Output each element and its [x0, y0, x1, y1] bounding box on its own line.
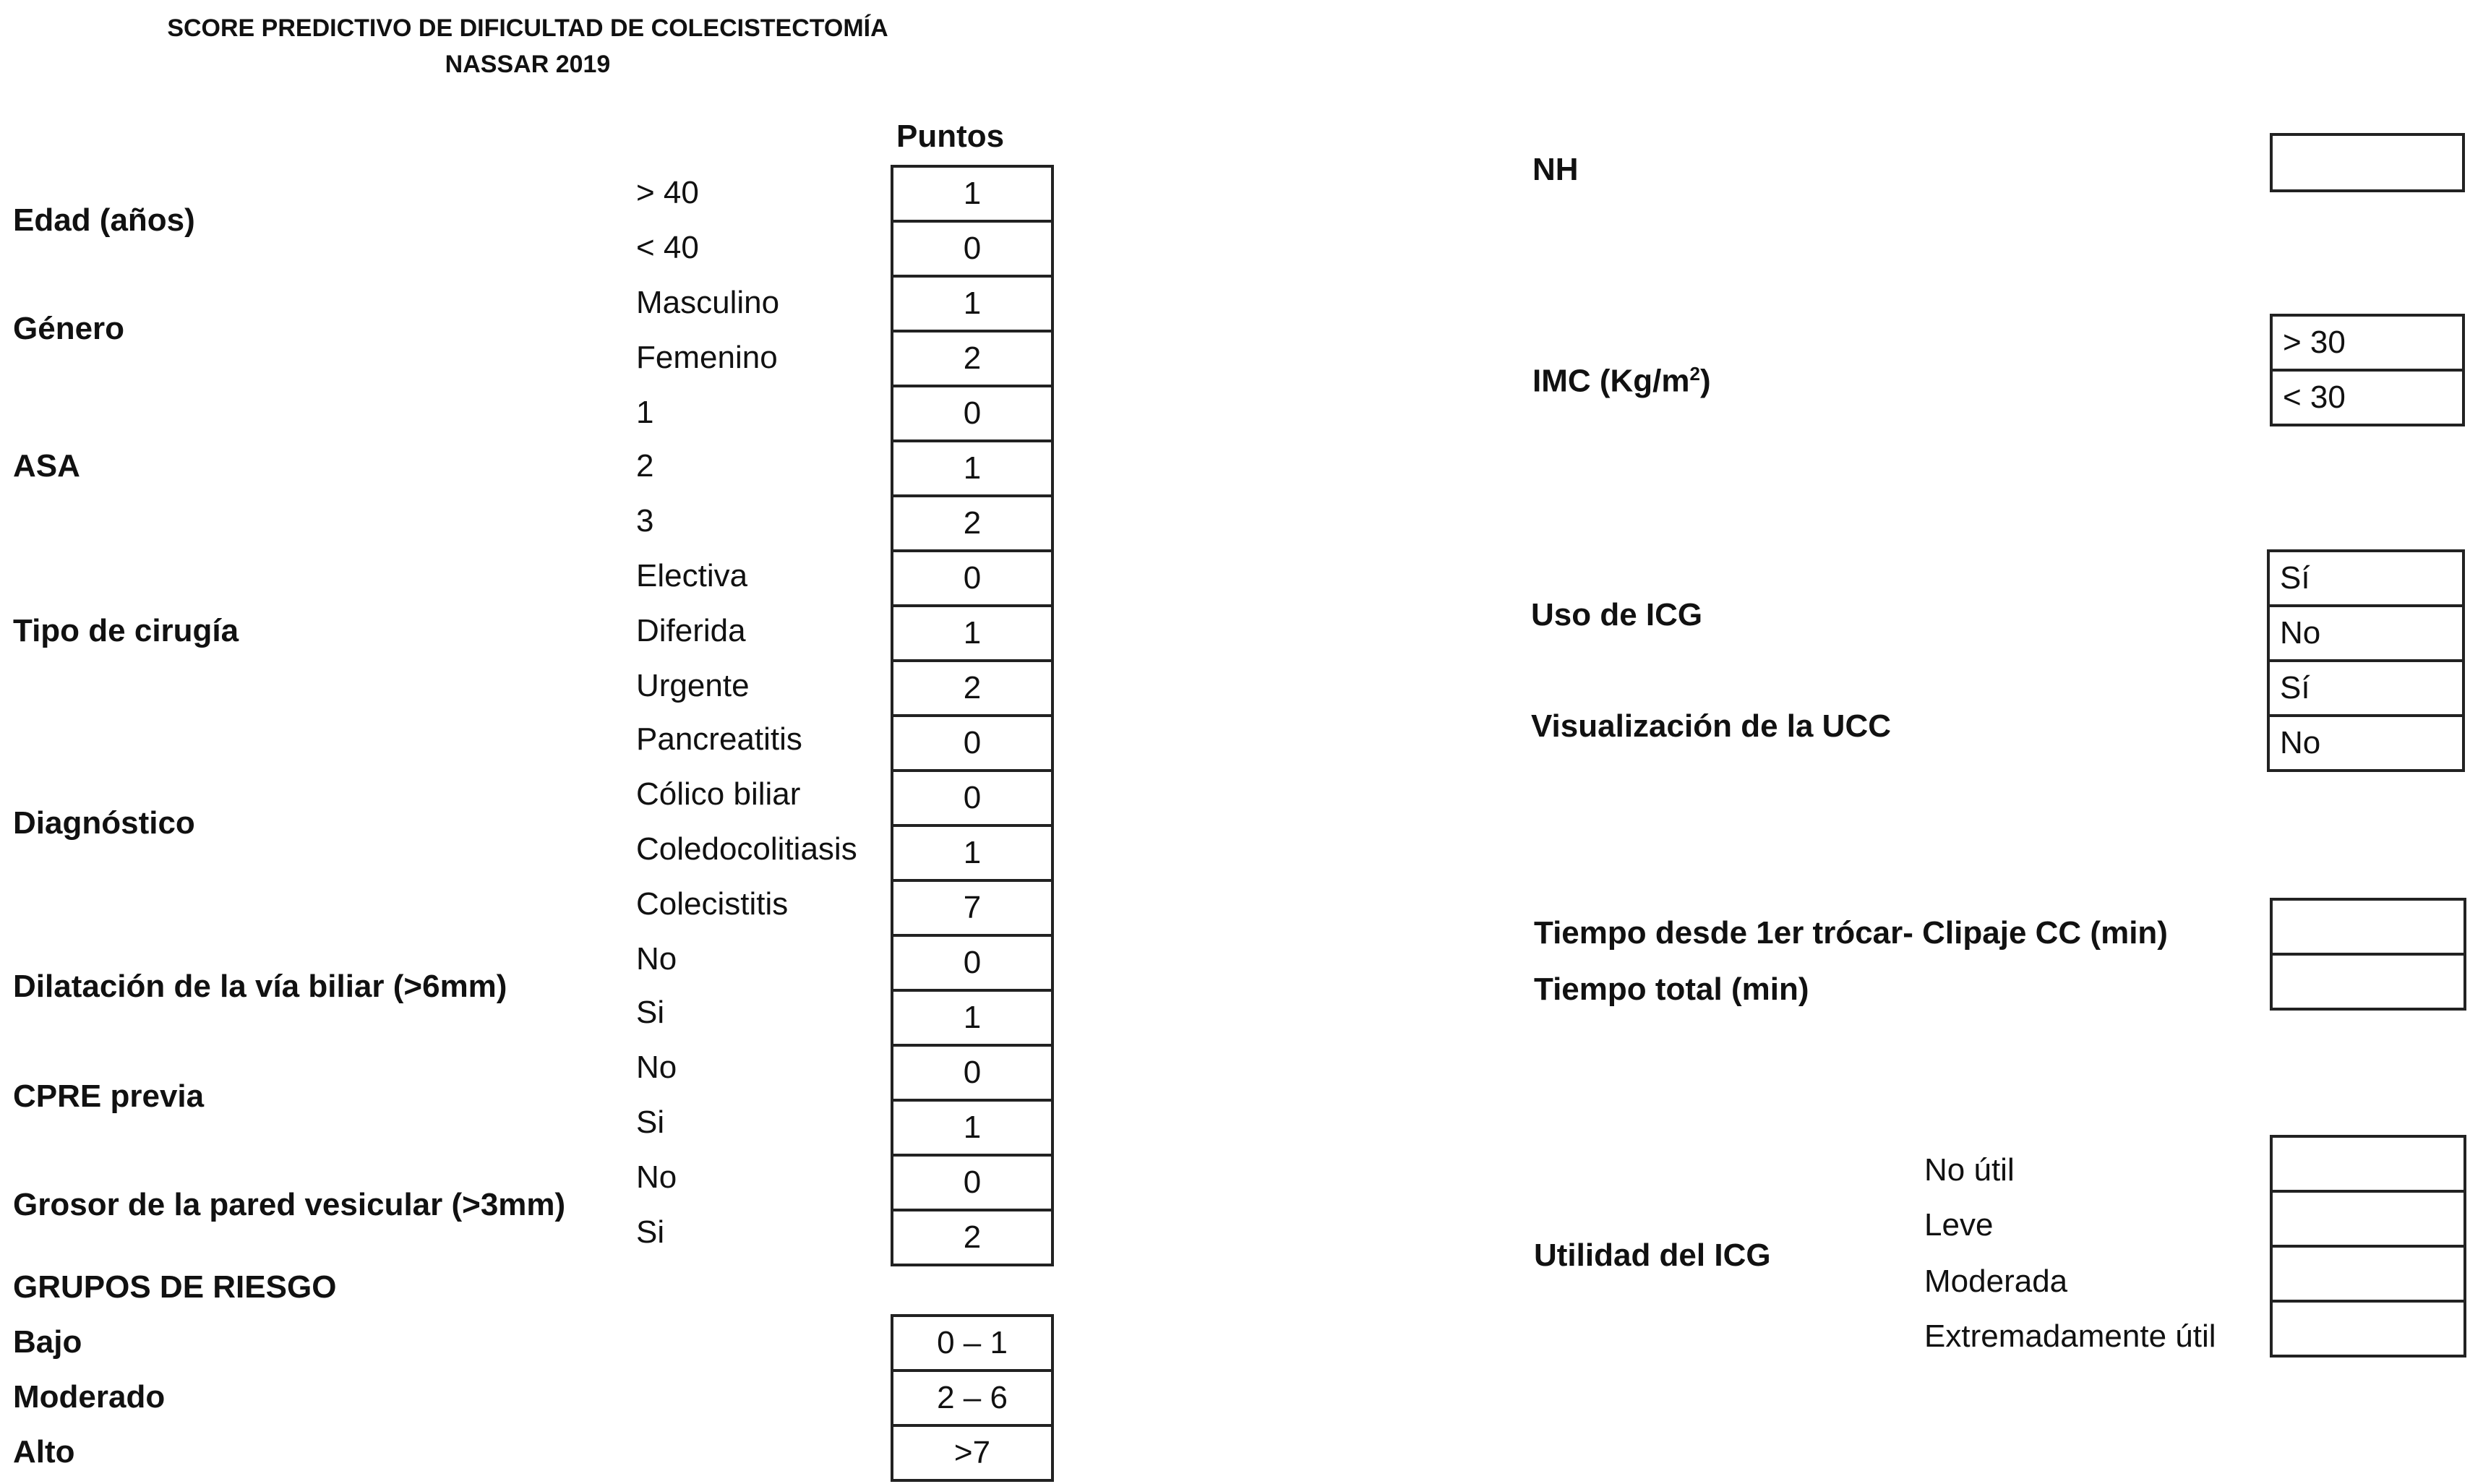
option-label: Femenino	[636, 340, 778, 375]
points-cell: 1	[891, 824, 1054, 882]
points-cell: 1	[891, 165, 1054, 223]
imc-label: IMC $(Kg/m^2)$	[1532, 363, 1711, 399]
group-label-cpre: CPRE previa	[13, 1078, 205, 1114]
ucc-label: Visualización de la UCC	[1531, 708, 1892, 744]
points-cell: 1	[891, 989, 1054, 1047]
points-cell: 0	[891, 769, 1054, 827]
option-label: Cólico biliar	[636, 776, 801, 812]
icg-utility-option-label: No útil	[1924, 1152, 2015, 1188]
risk-range-cell: >7	[891, 1424, 1054, 1482]
option-label: > 40	[636, 175, 699, 210]
time-first-input-box[interactable]	[2270, 898, 2466, 956]
points-cell: 0	[891, 934, 1054, 992]
points-cell: 2	[891, 494, 1054, 552]
points-cell: 0	[891, 1044, 1054, 1102]
option-label: Si	[636, 995, 665, 1030]
option-label: 2	[636, 448, 654, 484]
option-label: No	[636, 1159, 677, 1195]
points-cell: 0	[891, 714, 1054, 772]
icg-utility-label: Utilidad del ICG	[1534, 1238, 1771, 1273]
icg-utility-option-label: Leve	[1924, 1207, 1994, 1243]
option-label: Masculino	[636, 285, 780, 320]
icg-utility-option-label: Moderada	[1924, 1264, 2068, 1299]
icg-utility-option-label: Extremadamente útil	[1924, 1318, 2216, 1354]
group-label-genero: Género	[13, 311, 125, 346]
risk-label-moderado: Moderado	[13, 1379, 166, 1415]
points-cell: 0	[891, 385, 1054, 442]
option-label: 1	[636, 395, 654, 430]
icg-utility-input-box[interactable]	[2270, 1135, 2466, 1193]
page-title: SCORE PREDICTIVO DE DIFICULTAD DE COLECISTECTOMÍA	[167, 14, 888, 42]
option-label: 3	[636, 503, 654, 539]
points-cell: 1	[891, 1099, 1054, 1157]
nh-input-box[interactable]	[2270, 133, 2465, 192]
group-label-grosor: Grosor de la pared vesicular (>3mm)	[13, 1187, 566, 1222]
ucc-option-cell[interactable]: Sí	[2267, 659, 2465, 717]
group-label-asa: ASA	[13, 448, 80, 484]
group-label-diagnostico: Diagnóstico	[13, 805, 195, 841]
nh-label: NH	[1532, 152, 1579, 187]
points-cell: 1	[891, 275, 1054, 333]
option-label: Si	[636, 1105, 665, 1140]
points-cell: 0	[891, 220, 1054, 278]
time-total-input-box[interactable]	[2270, 953, 2466, 1011]
points-cell: 7	[891, 879, 1054, 937]
option-label: Pancreatitis	[636, 721, 802, 757]
risk-label-bajo: Bajo	[13, 1324, 82, 1360]
risk-range-cell: 0 – 1	[891, 1314, 1054, 1372]
option-label: Coledocolitiasis	[636, 831, 857, 867]
option-label: No	[636, 1050, 677, 1085]
points-cell: 1	[891, 439, 1054, 497]
option-label: < 40	[636, 230, 699, 265]
icg-use-option-cell[interactable]: Sí	[2267, 549, 2465, 607]
imc-option-cell[interactable]: < 30	[2270, 369, 2465, 426]
risk-range-cell: 2 – 6	[891, 1369, 1054, 1427]
page-subtitle: NASSAR 2019	[445, 51, 611, 78]
ucc-option-cell[interactable]: No	[2267, 714, 2465, 772]
group-label-edad: Edad (años)	[13, 202, 195, 238]
points-cell: 0	[891, 549, 1054, 607]
option-label: Electiva	[636, 558, 748, 593]
icg-use-label: Uso de ICG	[1531, 597, 1703, 632]
option-label: Diferida	[636, 613, 746, 648]
group-label-dilatacion: Dilatación de la vía biliar (>6mm)	[13, 969, 507, 1004]
points-header: Puntos	[896, 119, 1005, 154]
option-label: No	[636, 941, 677, 977]
points-cell: 2	[891, 659, 1054, 717]
group-label-tipo-cirugia: Tipo de cirugía	[13, 613, 239, 648]
risk-heading: GRUPOS DE RIESGO	[13, 1269, 337, 1305]
points-cell: 2	[891, 1209, 1054, 1266]
icg-utility-input-box[interactable]	[2270, 1300, 2466, 1358]
time-first-label: Tiempo desde 1er trócar- Clipaje CC (min)	[1534, 915, 2168, 951]
points-cell: 1	[891, 604, 1054, 662]
option-label: Colecistitis	[636, 886, 789, 922]
points-cell: 0	[891, 1154, 1054, 1211]
imc-option-cell[interactable]: > 30	[2270, 314, 2465, 372]
icg-utility-input-box[interactable]	[2270, 1190, 2466, 1248]
option-label: Si	[636, 1214, 665, 1250]
risk-label-alto: Alto	[13, 1434, 75, 1470]
icg-use-option-cell[interactable]: No	[2267, 604, 2465, 662]
icg-utility-input-box[interactable]	[2270, 1245, 2466, 1303]
points-cell: 2	[891, 330, 1054, 387]
option-label: Urgente	[636, 668, 750, 703]
time-total-label: Tiempo total (min)	[1534, 972, 1809, 1007]
